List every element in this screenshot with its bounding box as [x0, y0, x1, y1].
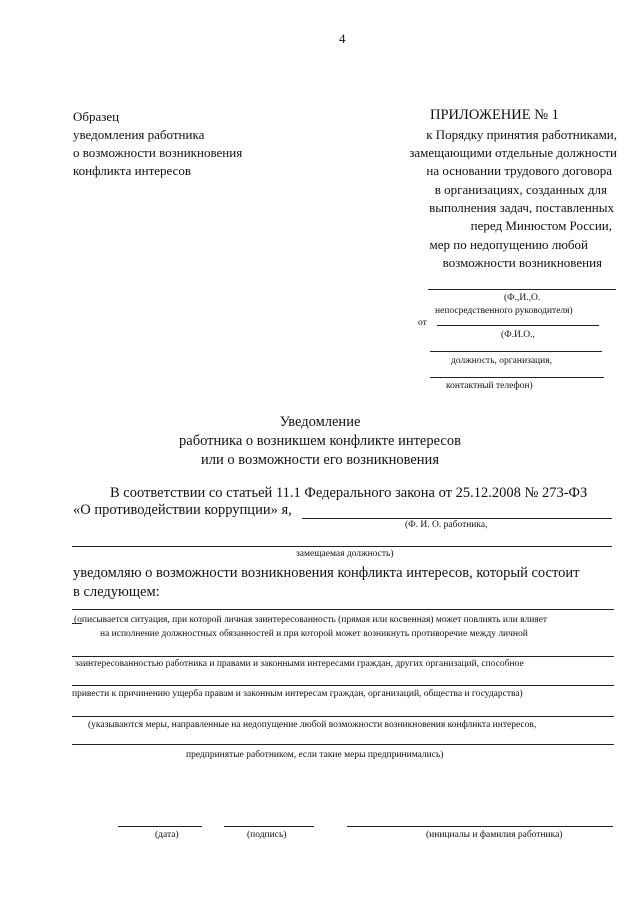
date-line[interactable]: [118, 826, 202, 827]
manager-caption: (Ф.,И.,О.: [504, 293, 541, 303]
name-caption: (инициалы и фамилия работника): [426, 830, 563, 840]
date-caption: (дата): [155, 830, 179, 840]
body-para2-line1: уведомляю о возможности возникновения конфликта интересов, который состоит: [73, 565, 580, 581]
body-para1-line2: «О противодействии коррупции» я,: [73, 502, 292, 518]
signature-caption: (подпись): [247, 830, 287, 840]
sample-line: о возможности возникновения: [73, 145, 243, 160]
description-caption: (описывается ситуация, при которой личная заинтересованность (прямая или косвенная) может повлиять или влияет: [74, 615, 548, 625]
sample-line: уведомления работника: [73, 127, 205, 142]
appendix-line: замещающими отдельные должности: [409, 145, 617, 160]
body-para2-line2: в следующем:: [73, 584, 160, 600]
heading-line: или о возможности его возникновения: [201, 452, 439, 468]
worker-name-line[interactable]: [302, 518, 612, 519]
page-number: 4: [339, 31, 346, 46]
signature-line[interactable]: [224, 826, 314, 827]
position-caption: должность, организация,: [451, 356, 552, 366]
appendix-title: ПРИЛОЖЕНИЕ № 1: [430, 107, 559, 123]
description-caption: заинтересованностью работника и правами и законными интересами граждан, других организаций, способное: [75, 659, 524, 669]
appendix-line: возможности возникновения: [442, 255, 602, 270]
description-caption: привести к причинению ущерба правам и законным интересам граждан, организаций, общества и государства): [72, 689, 523, 699]
phone-caption: контактный телефон): [446, 381, 533, 391]
appendix-line: выполнения задач, поставленных: [429, 200, 614, 215]
sample-line: конфликта интересов: [73, 163, 192, 178]
appendix-line: к Порядку принятия работниками,: [426, 127, 617, 142]
description-line[interactable]: [72, 716, 614, 717]
appendix-line: мер по недопущению любой: [429, 237, 588, 252]
body-para1-line1: В соответствии со статьей 11.1 Федерального закона от 25.12.2008 № 273-ФЗ: [110, 485, 588, 501]
appendix-line: на основании трудового договора: [426, 163, 612, 178]
description-caption: на исполнение должностных обязанностей и при которой может возникнуть противоречие между личной: [100, 629, 528, 639]
measures-line[interactable]: [72, 744, 614, 745]
description-line[interactable]: [72, 623, 82, 624]
measures-caption: предпринятые работником, если такие меры предпринимались): [186, 750, 444, 760]
description-line[interactable]: [72, 656, 614, 657]
heading-line: работника о возникшем конфликте интересов: [179, 433, 461, 449]
appendix-line: в организациях, созданных для: [434, 182, 607, 197]
manager-caption: непосредственного руководителя): [435, 306, 573, 316]
from-line[interactable]: [437, 325, 599, 326]
fio-caption: (Ф.И.О.,: [501, 330, 535, 340]
appendix-line: перед Минюстом России,: [470, 218, 612, 233]
worker-position-caption: замещаемая должность): [296, 549, 394, 559]
worker-caption: (Ф. И. О. работника,: [405, 520, 488, 530]
position-line[interactable]: [430, 351, 602, 352]
description-line[interactable]: [72, 685, 614, 686]
description-line[interactable]: [72, 609, 614, 610]
measures-caption: (указываются меры, направленные на недопущение любой возможности возникновения конфликта интересов,: [88, 720, 537, 730]
phone-line[interactable]: [430, 377, 604, 378]
from-label: от: [418, 318, 427, 328]
manager-name-line[interactable]: [428, 289, 616, 290]
heading-line: Уведомление: [279, 414, 361, 430]
worker-position-line[interactable]: [72, 546, 612, 547]
sample-line: Образец: [73, 109, 120, 124]
name-line[interactable]: [347, 826, 613, 827]
